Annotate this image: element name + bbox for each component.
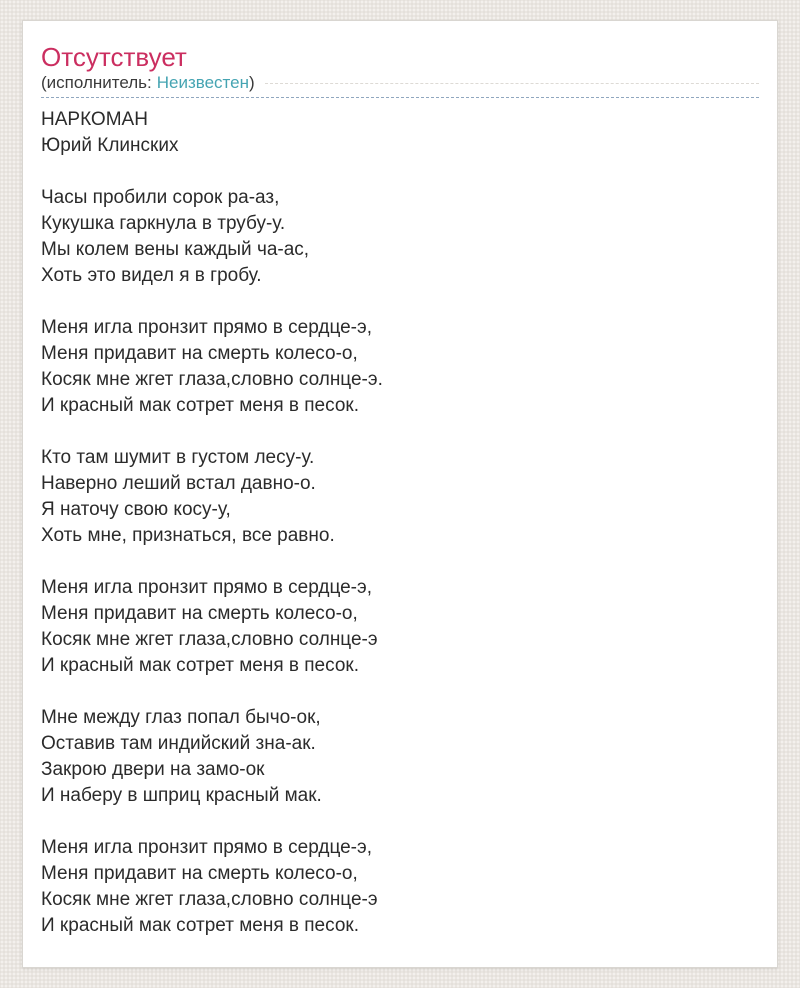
lyric-line: Косяк мне жгет глаза,словно солнце-э (41, 629, 378, 650)
lyric-line: Оставив там индийский зна-ак. (41, 733, 316, 754)
artist-link[interactable]: Неизвестен (156, 73, 249, 92)
lyric-line: Меня придавит на смерть колесо-о, (41, 603, 358, 624)
lyric-line: И красный мак сотрет меня в песок. (41, 395, 359, 416)
lyric-line: Меня игла пронзит прямо в сердце-э, (41, 577, 372, 598)
lyric-line: Часы пробили сорок ра-аз, (41, 187, 280, 208)
lyric-line: Закрою двери на замо-ок (41, 759, 265, 780)
lyric-line: И красный мак сотрет меня в песок. (41, 655, 359, 676)
lyric-line: Наверно леший встал давно-о. (41, 473, 316, 494)
lyric-line: И наберу в шприц красный мак. (41, 785, 322, 806)
song-author: Юрий Клинских (41, 135, 179, 156)
lyric-line: Кто там шумит в густом лесу-у. (41, 447, 315, 468)
stanza (41, 835, 759, 939)
lyric-line: Меня придавит на смерть колесо-о, (41, 343, 358, 364)
content-card (22, 20, 778, 968)
stanza (41, 445, 759, 549)
lyric-line: Хоть мне, признаться, все равно. (41, 525, 335, 546)
lyric-line: Меня придавит на смерть колесо-о, (41, 863, 358, 884)
artist-row (41, 73, 759, 93)
stanza (41, 575, 759, 679)
lyric-line: Косяк мне жгет глаза,словно солнце-э. (41, 369, 383, 390)
artist-close-paren: ) (249, 73, 255, 92)
stanza (41, 315, 759, 419)
lyric-line: И красный мак сотрет меня в песок. (41, 915, 359, 936)
lyric-line: Косяк мне жгет глаза,словно солнце-э (41, 889, 378, 910)
lyric-line: Я наточу свою косу-у, (41, 499, 231, 520)
lyric-line: Мы колем вены каждый ча-ас, (41, 239, 310, 260)
stanza (41, 185, 759, 289)
song-head (41, 107, 759, 159)
song-name: НАРКОМАН (41, 109, 148, 130)
lyric-line: Меня игла пронзит прямо в сердце-э, (41, 837, 372, 858)
lyric-line: Хоть это видел я в гробу. (41, 265, 262, 286)
lyric-line: Мне между глаз попал бычо-ок, (41, 707, 321, 728)
leader-line (265, 83, 759, 84)
lyric-line: Меня игла пронзит прямо в сердце-э, (41, 317, 372, 338)
lyric-line: Кукушка гаркнула в трубу-у. (41, 213, 286, 234)
artist-label: (исполнитель: (41, 73, 152, 92)
dotted-separator (41, 97, 759, 98)
lyrics (41, 107, 759, 939)
stanza (41, 705, 759, 809)
page-title: Отсутствует (41, 42, 187, 72)
